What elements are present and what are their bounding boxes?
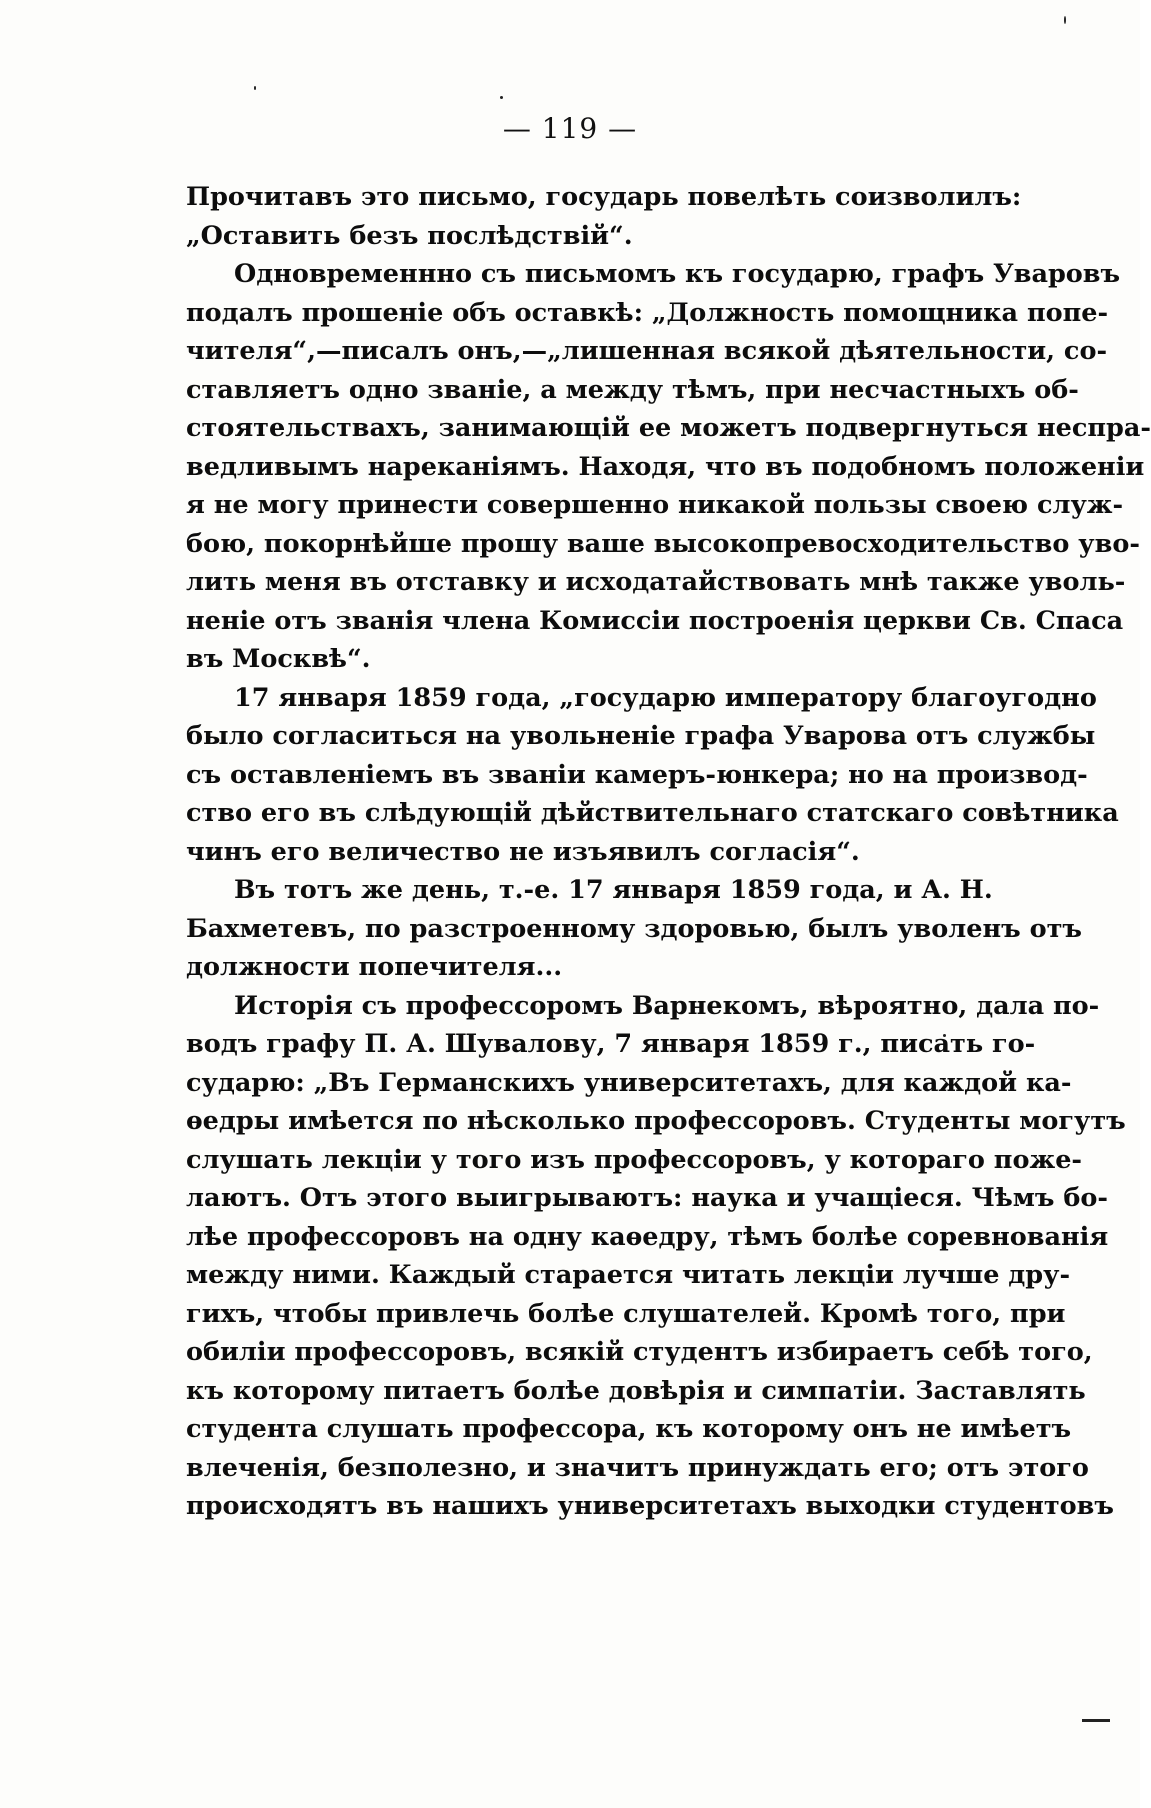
text-line: Бахметевъ, по разстроенному здоровью, былъ уволенъ отъ (186, 913, 1082, 944)
text-line: стоятельствахъ, занимающій ее можетъ подвергнуться неспра- (186, 413, 1151, 443)
text-line: лить меня въ отставку и исходатайствовать мнѣ также уволь- (186, 567, 1126, 597)
text-line: ѳедры имѣется по нѣсколько профессоровъ. Студенты могутъ (186, 1106, 1126, 1136)
text-line: обиліи профессоровъ, всякій студентъ избираетъ себѣ того, (186, 1337, 1093, 1367)
text-line: Одновременнно съ письмомъ къ государю, графъ Уваровъ (234, 259, 1121, 289)
text-line: бою, покорнѣйше прошу ваше высокопревосходительство уво- (186, 528, 1140, 559)
text-line: происходятъ въ нашихъ университетахъ выходки студентовъ (186, 1491, 1114, 1521)
text-line: ведливымъ нареканіямъ. Находя, что въ подобномъ положеніи (186, 451, 1145, 482)
text-line: должности попечителя... (186, 952, 563, 982)
text-line: было согласиться на увольненіе графа Уварова отъ службы (186, 721, 1096, 751)
ink-speck (500, 96, 503, 99)
text-line: къ которому питаетъ болѣе довѣрія и симпатіи. Заставлять (186, 1375, 1086, 1406)
text-line: водъ графу П. А. Шувалову, 7 января 1859 г., писать го- (186, 1029, 1036, 1059)
text-line: гихъ, чтобы привлечь болѣе слушателей. Кромѣ того, при (186, 1298, 1066, 1329)
text-line: „Оставить безъ послѣдствій“. (186, 220, 633, 251)
text-line: влеченія, безполезно, и значитъ принуждать его; отъ этого (186, 1452, 1089, 1483)
text-line: 17 января 1859 года, „государю императору благоугодно (234, 682, 1097, 713)
text-line: въ Москвѣ“. (186, 644, 371, 674)
margin-mark (1082, 1719, 1110, 1722)
text-line: сударю: „Въ Германскихъ университетахъ, для каждой ка- (186, 1067, 1072, 1098)
body-text (186, 178, 1151, 1526)
text-line: ство его въ слѣдующій дѣйствительнаго статскаго совѣтника (186, 798, 1119, 828)
text-line: чинъ его величество не изъявилъ согласія“. (186, 836, 860, 867)
text-line: съ оставленіемъ въ званіи камеръ-юнкера; но на производ- (186, 759, 1088, 790)
text-line: Исторія съ профессоромъ Варнекомъ, вѣроятно, дала по- (234, 990, 1100, 1021)
ink-speck (254, 86, 256, 90)
text-line: лѣе профессоровъ на одну каѳедру, тѣмъ болѣе соревнованія (186, 1221, 1109, 1252)
text-line: лаютъ. Отъ этого выигрываютъ: наука и учащіеся. Чѣмъ бо- (186, 1183, 1108, 1213)
text-line: неніе отъ званія члена Комиссіи построенія церкви Св. Спаса (186, 605, 1124, 636)
page-number: — 119 — (502, 112, 638, 145)
text-line: я не могу принести совершенно никакой пользы своею служ- (186, 490, 1124, 520)
text-line: чителя“,—писалъ онъ,—„лишенная всякой дѣятельности, со- (186, 336, 1108, 366)
text-line: слушать лекціи у того изъ профессоровъ, у котораго поже- (186, 1144, 1083, 1175)
ink-speck (1064, 16, 1066, 24)
text-line: подалъ прошеніе объ оставкѣ: „Должность помощника попе- (186, 297, 1109, 328)
text-line: между ними. Каждый старается читать лекціи лучше дру- (186, 1260, 1071, 1290)
text-line: студента слушать профессора, къ которому онъ не имѣетъ (186, 1414, 1072, 1444)
text-line: Въ тотъ же день, т.-е. 17 января 1859 года, и А. Н. (234, 875, 993, 905)
text-line: ставляетъ одно званіе, а между тѣмъ, при несчастныхъ об- (186, 374, 1079, 405)
text-line: Прочитавъ это письмо, государь повелѣть соизволилъ: (186, 182, 1022, 212)
